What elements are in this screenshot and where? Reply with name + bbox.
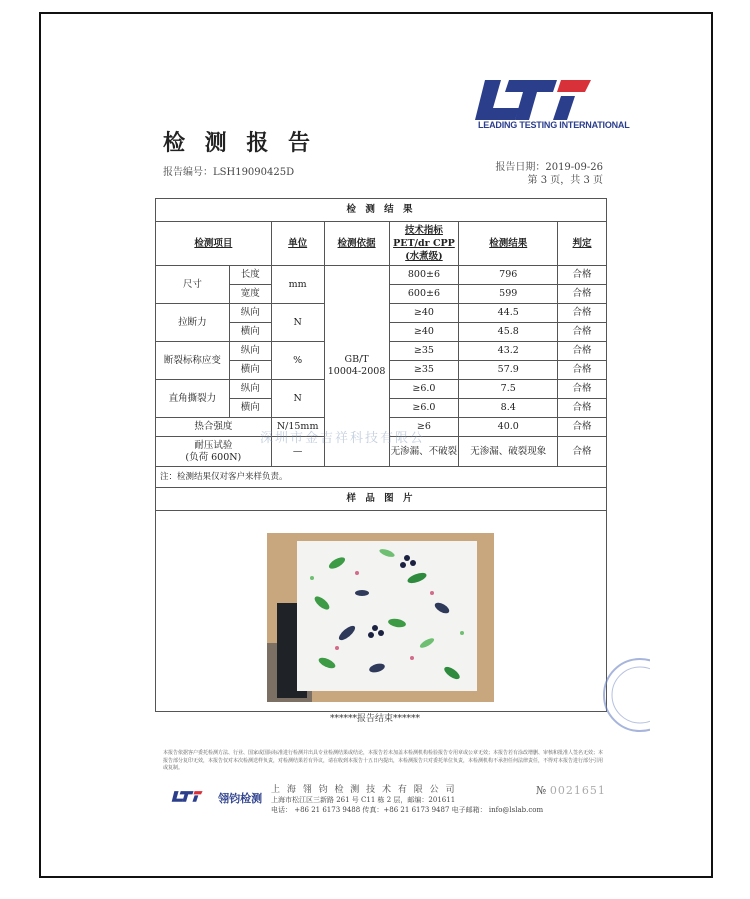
spec: ≥35 xyxy=(389,361,459,380)
result: 45.8 xyxy=(459,323,558,342)
sub-item: 纵向 xyxy=(229,380,271,399)
item-name: 直角撕裂力 xyxy=(156,380,230,418)
disclaimer: 本报告依据客户委托检测方法、行业、国家或国际标准进行检测并出具专业检测结果或结论，本报告若未加盖本检测机构检验报告专用章或公章无效；本报告若有涂改增删、审核和批准人签名无效；本报告部分复印无效，本报告仅对本次检测送样负责，对检测结果若有异议，请在收到本报告十五日内提出，本检测报告只对委托单位负责，本检测机构不承担任何法律责任，不得对本报告进行部分引用或复制。 xyxy=(163,750,604,771)
result: 44.5 xyxy=(459,304,558,323)
sample-photo xyxy=(267,533,494,702)
sub-item: 纵向 xyxy=(229,342,271,361)
unit: mm xyxy=(271,266,324,304)
spec: ≥6.0 xyxy=(389,380,459,399)
spec: ≥6 xyxy=(389,418,459,437)
verdict: 合格 xyxy=(558,399,607,418)
results-note: 注：检测结果仅对客户来样负责。 xyxy=(156,467,607,488)
result: 796 xyxy=(459,266,558,285)
sub-item: 纵向 xyxy=(229,304,271,323)
footer-info xyxy=(271,785,543,815)
serial-number: № 0021651 xyxy=(536,784,606,797)
stamp-seal xyxy=(600,655,650,735)
item-name: 尺寸 xyxy=(156,266,230,304)
col-item: 检测项目 xyxy=(156,222,272,266)
sample-section-title: 样 品 图 片 xyxy=(156,488,607,511)
footer-company: 上 海 翎 钧 检 测 技 术 有 限 公 司 xyxy=(271,785,457,795)
report-number: 报告编号：LSH19090425D xyxy=(163,167,295,178)
spec: ≥40 xyxy=(389,304,459,323)
sub-item: 横向 xyxy=(229,361,271,380)
item-name: 拉断力 xyxy=(156,304,230,342)
footer-address: 上海市松江区三新路 261 号 C11 栋 2 层，邮编：201611 xyxy=(271,796,456,804)
spec: 800±6 xyxy=(389,266,459,285)
report-date: 报告日期：2019-09-26 第 3 页，共 3 页 xyxy=(495,162,603,186)
logo-subtitle: LEADING TESTING INTERNATIONAL xyxy=(478,120,630,130)
result: 无渗漏、破裂现象 xyxy=(459,437,558,467)
verdict: 合格 xyxy=(558,437,607,467)
sub-item: 宽度 xyxy=(229,285,271,304)
spec: ≥6.0 xyxy=(389,399,459,418)
col-spec: 技术指标 PET/dr CPP (水煮级) xyxy=(389,222,459,266)
page-info: 第 3 页，共 3 页 xyxy=(527,175,603,186)
item-name: 耐压试验 (负荷 600N) xyxy=(156,437,272,467)
unit: N xyxy=(271,380,324,418)
verdict: 合格 xyxy=(558,285,607,304)
unit: % xyxy=(271,342,324,380)
basis: GB/T 10004-2008 xyxy=(324,266,389,467)
spec: 600±6 xyxy=(389,285,459,304)
result: 599 xyxy=(459,285,558,304)
verdict: 合格 xyxy=(558,418,607,437)
sub-item: 长度 xyxy=(229,266,271,285)
result: 7.5 xyxy=(459,380,558,399)
col-result: 检测结果 xyxy=(459,222,558,266)
verdict: 合格 xyxy=(558,342,607,361)
page-title: 检 测 报 告 xyxy=(163,130,316,156)
sub-item: 横向 xyxy=(229,323,271,342)
sub-item: 横向 xyxy=(229,399,271,418)
col-unit: 单位 xyxy=(271,222,324,266)
footer-logo-cn: 翎钧检测 xyxy=(218,792,263,805)
report-end: ******报告结束****** xyxy=(329,714,420,724)
results-section-title: 检 测 结 果 xyxy=(156,199,607,222)
unit: N/15mm xyxy=(271,418,324,437)
item-name: 断裂标称应变 xyxy=(156,342,230,380)
spec: 无渗漏、不破裂 xyxy=(389,437,459,467)
verdict: 合格 xyxy=(558,380,607,399)
verdict: 合格 xyxy=(558,323,607,342)
spec: ≥40 xyxy=(389,323,459,342)
verdict: 合格 xyxy=(558,304,607,323)
footer-logo xyxy=(165,789,262,809)
unit: N xyxy=(271,304,324,342)
watermark: 深圳市金吉祥科技有限公 xyxy=(260,431,426,446)
footer-lti-icon xyxy=(165,789,213,805)
result: 43.2 xyxy=(459,342,558,361)
item-name: 热合强度 xyxy=(156,418,272,437)
footer-contact: 电话： +86 21 6173 9488 传真：+86 21 6173 9487 电子邮箱： info@lslab.com xyxy=(271,806,544,814)
verdict: 合格 xyxy=(558,361,607,380)
spec: ≥35 xyxy=(389,342,459,361)
col-verdict: 判定 xyxy=(558,222,607,266)
result: 8.4 xyxy=(459,399,558,418)
unit: — xyxy=(271,437,324,467)
col-basis: 检测依据 xyxy=(324,222,389,266)
result: 40.0 xyxy=(459,418,558,437)
verdict: 合格 xyxy=(558,266,607,285)
result: 57.9 xyxy=(459,361,558,380)
